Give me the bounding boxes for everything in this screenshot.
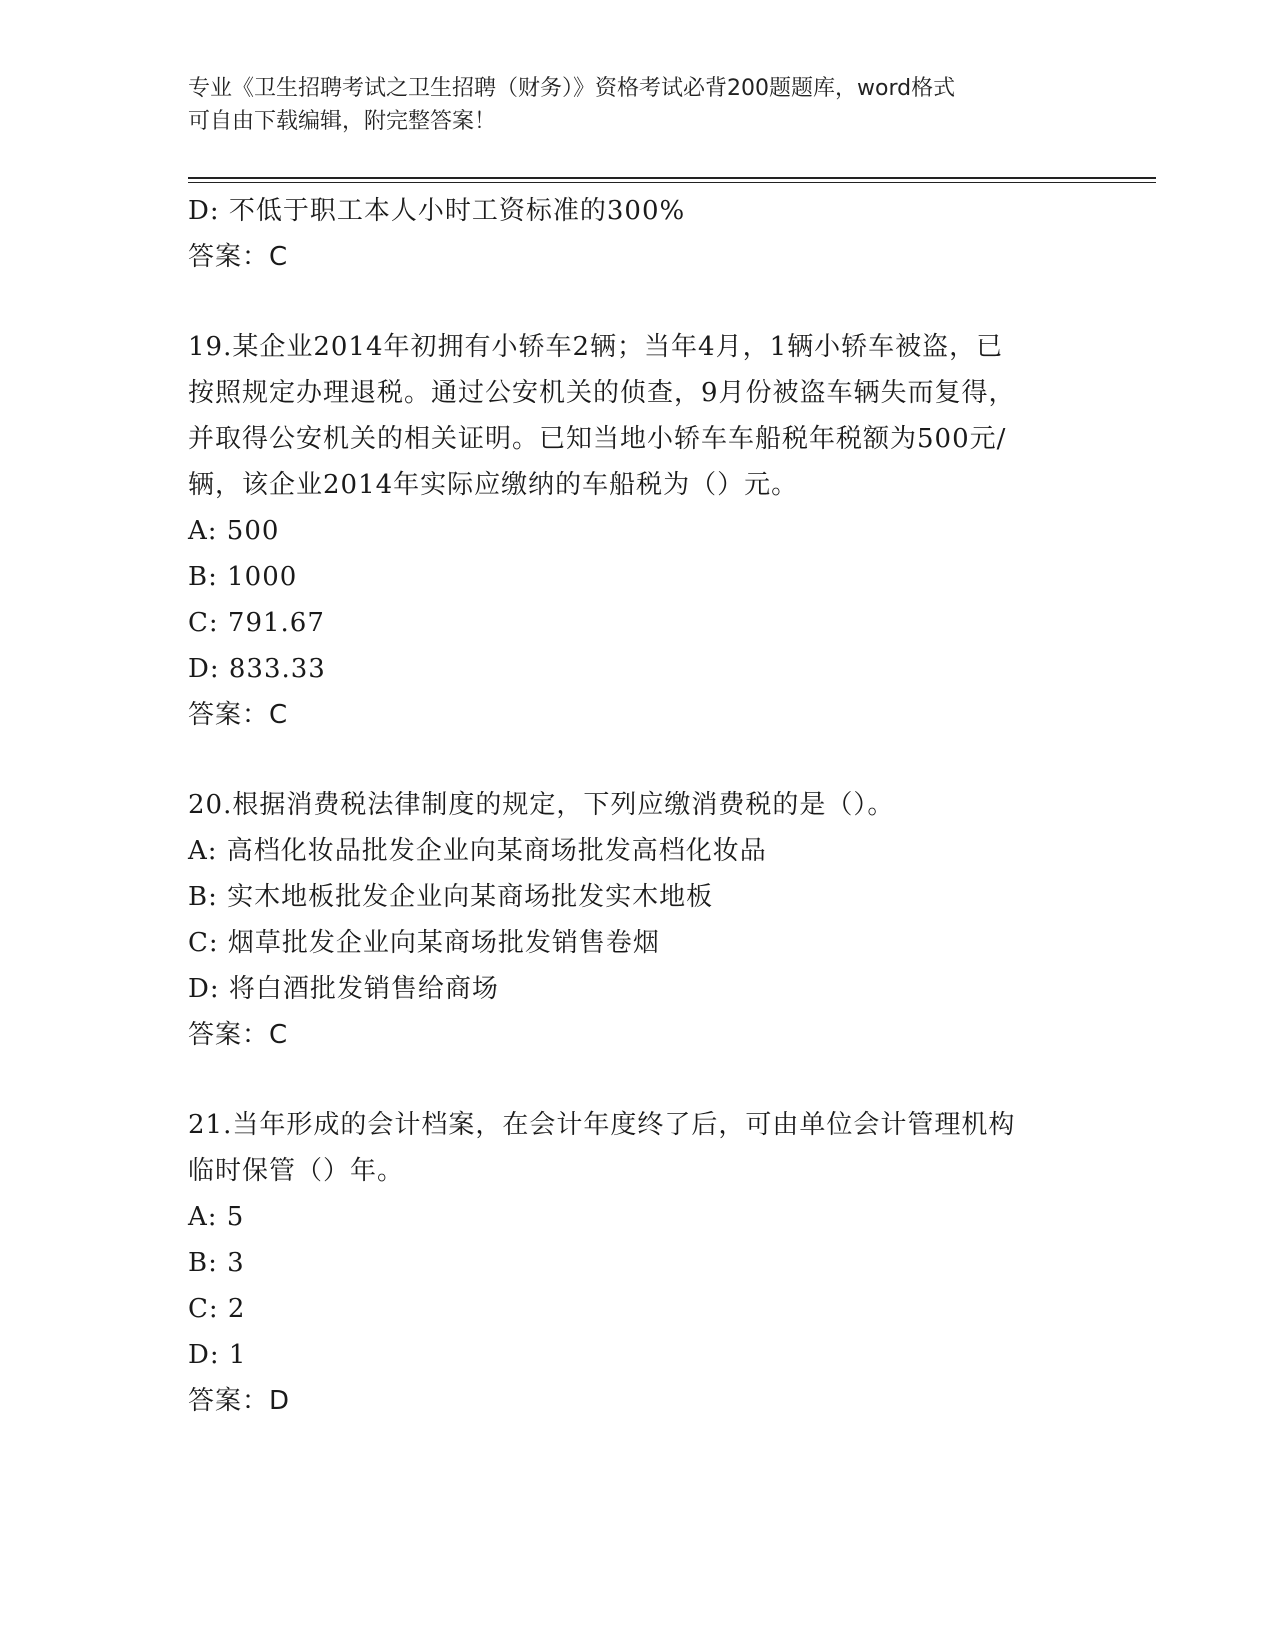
document-body — [188, 188, 1088, 1424]
question-stem-line: 并取得公安机关的相关证明。已知当地小轿车车船税年税额为500元/ — [188, 424, 1007, 454]
answer-line: 答案：C — [188, 700, 289, 730]
option-c: C: 2 — [188, 1294, 246, 1324]
question-stem-line: 19.某企业2014年初拥有小轿车2辆；当年4月，1辆小轿车被盗，已 — [188, 332, 1004, 362]
option-a: A: 高档化妆品批发企业向某商场批发高档化妆品 — [188, 836, 767, 866]
answer-line: 答案：C — [188, 1020, 289, 1050]
option-a: A: 5 — [188, 1202, 245, 1232]
question-stem-line: 21.当年形成的会计档案，在会计年度终了后，可由单位会计管理机构 — [188, 1110, 1016, 1140]
option-d: D: 833.33 — [188, 654, 326, 684]
answer-line: 答案：C — [188, 242, 289, 272]
answer-line: 答案：D — [188, 1386, 291, 1416]
option-c: C: 791.67 — [188, 608, 325, 638]
header-rule-thin — [188, 182, 1156, 183]
header-rule-thick — [188, 177, 1156, 179]
question-19 — [188, 324, 1088, 738]
question-stem-line: 20.根据消费税法律制度的规定，下列应缴消费税的是（）。 — [188, 790, 895, 820]
option-b: B: 实木地板批发企业向某商场批发实木地板 — [188, 882, 714, 912]
option-b: B: 1000 — [188, 562, 298, 592]
option-d: D: 1 — [188, 1340, 247, 1370]
option-b: B: 3 — [188, 1248, 245, 1278]
option-d: D: 将白酒批发销售给商场 — [188, 974, 499, 1004]
document-header: 专业《卫生招聘考试之卫生招聘（财务）》资格考试必背200题题库，word格式 可自由下载编辑，附完整答案！ — [188, 76, 956, 134]
question-20 — [188, 782, 1088, 1058]
option-c: C: 烟草批发企业向某商场批发销售卷烟 — [188, 928, 660, 958]
question-stem-line: 临时保管（）年。 — [188, 1156, 405, 1186]
option-a: A: 500 — [188, 516, 280, 546]
question-stem-line: 按照规定办理退税。通过公安机关的侦查，9月份被盗车辆失而复得， — [188, 378, 1016, 408]
question-stem-line: 辆，该企业2014年实际应缴纳的车船税为（）元。 — [188, 470, 799, 500]
option-d: D: 不低于职工本人小时工资标准的300% — [188, 196, 686, 226]
question-21 — [188, 1102, 1088, 1424]
